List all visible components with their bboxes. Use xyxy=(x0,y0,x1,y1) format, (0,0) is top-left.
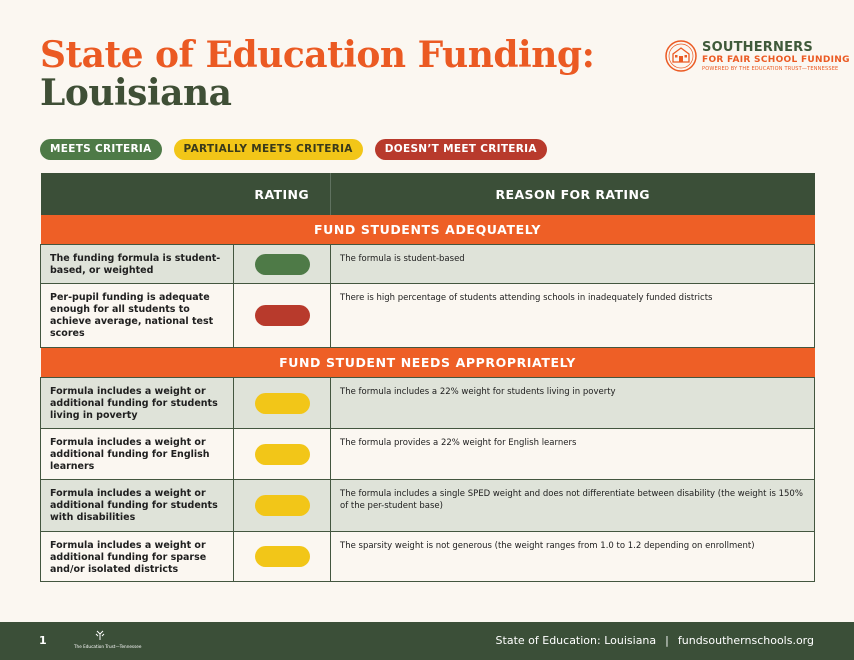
education-trust-logo xyxy=(74,630,142,652)
legend-doesnt-meet-criteria: DOESN’T MEET CRITERIA xyxy=(375,139,547,160)
brand-tagline: FOR FAIR SCHOOL FUNDING xyxy=(702,55,850,65)
page-footer xyxy=(0,622,854,660)
rating-indicator-doesnt-meet xyxy=(255,305,310,326)
table-row xyxy=(41,284,815,348)
table-row xyxy=(41,429,815,480)
footer-right xyxy=(496,634,814,647)
page-title-line2: Louisiana xyxy=(40,72,232,114)
table-row xyxy=(41,245,815,284)
criterion-cell: Formula includes a weight or additional funding for students with disabilities xyxy=(41,480,234,532)
rating-cell xyxy=(234,429,331,480)
funding-criteria-table xyxy=(40,173,815,582)
criterion-cell: Formula includes a weight or additional funding for sparse and/or isolated districts xyxy=(41,532,234,582)
criterion-header xyxy=(41,173,234,215)
footer-doc-title: State of Education: Louisiana xyxy=(495,634,657,647)
reason-cell: There is high percentage of students attending schools in inadequately funded districts xyxy=(331,284,815,348)
reason-cell: The formula includes a single SPED weight and does not differentiate between disability (the weight is 150% of the per-student base) xyxy=(331,480,815,532)
table-row xyxy=(41,480,815,532)
rating-cell xyxy=(234,284,331,348)
footer-separator: | xyxy=(665,634,669,647)
page-number: 1 xyxy=(39,634,47,647)
rating-cell xyxy=(234,480,331,532)
section-title: FUND STUDENTS ADEQUATELY xyxy=(41,215,815,245)
schoolhouse-seal-icon xyxy=(665,40,697,72)
section-row xyxy=(41,215,815,245)
table-header-row xyxy=(41,173,815,215)
section-title: FUND STUDENT NEEDS APPROPRIATELY xyxy=(41,348,815,378)
criterion-cell: Formula includes a weight or additional funding for students living in poverty xyxy=(41,378,234,429)
rating-cell xyxy=(234,532,331,582)
brand-name: SOUTHERNERS xyxy=(702,40,813,55)
rating-indicator-partial xyxy=(255,495,310,516)
rating-header: RATING xyxy=(234,173,331,215)
reason-header: REASON FOR RATING xyxy=(331,173,815,215)
rating-legend xyxy=(40,139,547,160)
education-trust-logo-text: The Education Trust—Tennessee xyxy=(74,644,142,649)
rating-cell xyxy=(234,245,331,284)
page-title-line1: State of Education Funding: xyxy=(40,34,595,76)
legend-partially-meets-criteria: PARTIALLY MEETS CRITERIA xyxy=(174,139,363,160)
brand-logo xyxy=(665,40,850,73)
criterion-cell: The funding formula is student-based, or weighted xyxy=(41,245,234,284)
footer-url: fundsouthernschools.org xyxy=(677,634,814,647)
table-row xyxy=(41,378,815,429)
section-row xyxy=(41,348,815,378)
criterion-cell: Per-pupil funding is adequate enough for all students to achieve average, national test scores xyxy=(41,284,234,348)
reason-cell: The formula provides a 22% weight for English learners xyxy=(331,429,815,480)
rating-indicator-partial xyxy=(255,393,310,414)
table-row xyxy=(41,532,815,582)
rating-indicator-partial xyxy=(255,444,310,465)
brand-powered-by: POWERED BY THE EDUCATION TRUST—TENNESSEE xyxy=(702,66,839,72)
reason-cell: The formula is student-based xyxy=(331,245,815,284)
legend-meets-criteria: MEETS CRITERIA xyxy=(40,139,162,160)
criterion-cell: Formula includes a weight or additional funding for English learners xyxy=(41,429,234,480)
rating-indicator-partial xyxy=(255,546,310,567)
reason-cell: The sparsity weight is not generous (the weight ranges from 1.0 to 1.2 depending on enrollment) xyxy=(331,532,815,582)
rating-indicator-meets xyxy=(255,254,310,275)
reason-cell: The formula includes a 22% weight for students living in poverty xyxy=(331,378,815,429)
rating-cell xyxy=(234,378,331,429)
page-title xyxy=(40,36,594,112)
